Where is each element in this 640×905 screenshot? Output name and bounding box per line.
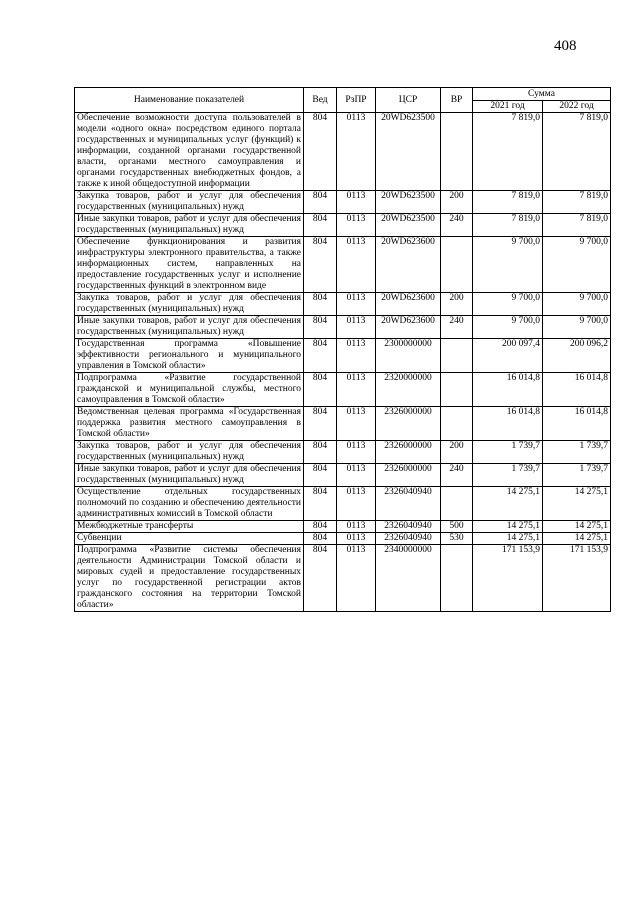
row-sum-2022: 14 275,1	[543, 521, 611, 533]
row-vr: 500	[441, 521, 473, 533]
row-name: Ведомственная целевая программа «Государственная поддержка развития местного самоуправления в Томской области»	[75, 407, 304, 441]
row-vr: 530	[441, 533, 473, 545]
row-vr	[441, 237, 473, 293]
row-name: Иные закупки товаров, работ и услуг для обеспечения государственных (муниципальных) нужд	[75, 464, 304, 487]
row-ved: 804	[304, 521, 337, 533]
row-csr: 2340000000	[376, 545, 441, 612]
row-sum-2021: 9 700,0	[473, 237, 543, 293]
row-sum-2021: 14 275,1	[473, 533, 543, 545]
row-rzpr: 0113	[337, 113, 376, 191]
row-csr: 20WD623500	[376, 113, 441, 191]
row-sum-2021: 14 275,1	[473, 521, 543, 533]
row-name: Закупка товаров, работ и услуг для обеспечения государственных (муниципальных) нужд	[75, 293, 304, 316]
table-row	[75, 113, 611, 191]
header-name: Наименование показателей	[75, 88, 304, 113]
row-ved: 804	[304, 487, 337, 521]
row-ved: 804	[304, 545, 337, 612]
row-ved: 804	[304, 407, 337, 441]
table-row	[75, 533, 611, 545]
row-ved: 804	[304, 293, 337, 316]
row-rzpr: 0113	[337, 487, 376, 521]
row-rzpr: 0113	[337, 441, 376, 464]
row-rzpr: 0113	[337, 214, 376, 237]
row-sum-2021: 1 739,7	[473, 464, 543, 487]
row-csr: 2326000000	[376, 407, 441, 441]
row-vr	[441, 113, 473, 191]
row-name: Обеспечение возможности доступа пользователей в модели «одного окна» посредством единого портала государственных и муниципальных услуг (функций) к информации, созданной органами государственной власти, органами местного самоуправления и органами государственных внебюджетных фондов, а также к иной общедоступной информации	[75, 113, 304, 191]
row-ved: 804	[304, 533, 337, 545]
row-ved: 804	[304, 237, 337, 293]
header-ved: Вед	[304, 88, 337, 113]
row-sum-2021: 7 819,0	[473, 191, 543, 214]
row-rzpr: 0113	[337, 191, 376, 214]
row-sum-2021: 9 700,0	[473, 293, 543, 316]
row-sum-2022: 9 700,0	[543, 293, 611, 316]
row-name: Обеспечение функционирования и развития инфраструктуры электронного правительства, а также информационных систем, направленных на предоставление государственных услуг и исполнение государственных функций в электронном виде	[75, 237, 304, 293]
row-rzpr: 0113	[337, 545, 376, 612]
row-ved: 804	[304, 373, 337, 407]
row-sum-2022: 1 739,7	[543, 464, 611, 487]
budget-table	[74, 87, 611, 612]
row-sum-2022: 14 275,1	[543, 533, 611, 545]
row-vr: 240	[441, 316, 473, 339]
row-sum-2021: 16 014,8	[473, 373, 543, 407]
row-rzpr: 0113	[337, 237, 376, 293]
header-sum: Сумма	[473, 88, 611, 101]
row-vr	[441, 545, 473, 612]
row-csr: 2326000000	[376, 441, 441, 464]
table-row	[75, 464, 611, 487]
row-name: Закупка товаров, работ и услуг для обеспечения государственных (муниципальных) нужд	[75, 441, 304, 464]
row-rzpr: 0113	[337, 373, 376, 407]
header-year-2021: 2021 год	[473, 101, 543, 113]
row-csr: 2300000000	[376, 339, 441, 373]
row-sum-2022: 16 014,8	[543, 373, 611, 407]
row-name: Подпрограмма «Развитие государственной гражданской и муниципальной службы, местного самоуправления в Томской области»	[75, 373, 304, 407]
header-vr: ВР	[441, 88, 473, 113]
row-vr: 240	[441, 464, 473, 487]
row-name: Межбюджетные трансферты	[75, 521, 304, 533]
row-ved: 804	[304, 316, 337, 339]
page-number: 408	[554, 38, 577, 54]
row-sum-2021: 7 819,0	[473, 113, 543, 191]
row-name: Государственная программа «Повышение эффективности регионального и муниципального управления в Томской области»	[75, 339, 304, 373]
row-ved: 804	[304, 113, 337, 191]
row-sum-2022: 1 739,7	[543, 441, 611, 464]
row-sum-2022: 200 096,2	[543, 339, 611, 373]
row-ved: 804	[304, 441, 337, 464]
table-row	[75, 237, 611, 293]
table-row	[75, 521, 611, 533]
table-row	[75, 407, 611, 441]
table-row	[75, 339, 611, 373]
table-row	[75, 545, 611, 612]
row-rzpr: 0113	[337, 407, 376, 441]
row-csr: 20WD623600	[376, 293, 441, 316]
table-row	[75, 316, 611, 339]
row-csr: 2326000000	[376, 464, 441, 487]
row-rzpr: 0113	[337, 533, 376, 545]
row-vr: 240	[441, 214, 473, 237]
table-row	[75, 441, 611, 464]
row-ved: 804	[304, 464, 337, 487]
row-rzpr: 0113	[337, 521, 376, 533]
table-row	[75, 293, 611, 316]
row-ved: 804	[304, 191, 337, 214]
row-csr: 20WD623600	[376, 316, 441, 339]
row-ved: 804	[304, 339, 337, 373]
row-sum-2022: 16 014,8	[543, 407, 611, 441]
row-ved: 804	[304, 214, 337, 237]
row-name: Иные закупки товаров, работ и услуг для обеспечения государственных (муниципальных) нужд	[75, 214, 304, 237]
row-sum-2021: 1 739,7	[473, 441, 543, 464]
row-vr: 200	[441, 191, 473, 214]
row-csr: 2326040940	[376, 521, 441, 533]
row-rzpr: 0113	[337, 293, 376, 316]
header-year-2022: 2022 год	[543, 101, 611, 113]
header-csr: ЦСР	[376, 88, 441, 113]
row-csr: 2320000000	[376, 373, 441, 407]
row-sum-2022: 9 700,0	[543, 316, 611, 339]
table-row	[75, 191, 611, 214]
row-name: Субвенции	[75, 533, 304, 545]
row-sum-2021: 14 275,1	[473, 487, 543, 521]
row-csr: 2326040940	[376, 533, 441, 545]
row-vr	[441, 407, 473, 441]
row-sum-2021: 200 097,4	[473, 339, 543, 373]
row-csr: 20WD623500	[376, 191, 441, 214]
row-sum-2022: 9 700,0	[543, 237, 611, 293]
row-name: Иные закупки товаров, работ и услуг для обеспечения государственных (муниципальных) нужд	[75, 316, 304, 339]
header-rzpr: РзПР	[337, 88, 376, 113]
row-sum-2021: 9 700,0	[473, 316, 543, 339]
row-sum-2021: 7 819,0	[473, 214, 543, 237]
row-rzpr: 0113	[337, 339, 376, 373]
row-csr: 2326040940	[376, 487, 441, 521]
table-row	[75, 214, 611, 237]
row-name: Закупка товаров, работ и услуг для обеспечения государственных (муниципальных) нужд	[75, 191, 304, 214]
row-sum-2022: 14 275,1	[543, 487, 611, 521]
row-csr: 20WD623500	[376, 214, 441, 237]
row-vr	[441, 339, 473, 373]
row-vr	[441, 487, 473, 521]
row-sum-2022: 7 819,0	[543, 191, 611, 214]
row-sum-2021: 16 014,8	[473, 407, 543, 441]
row-name: Осуществление отдельных государственных полномочий по созданию и обеспечению деятельности административных комиссий в Томской области	[75, 487, 304, 521]
table-row	[75, 487, 611, 521]
row-csr: 20WD623600	[376, 237, 441, 293]
row-rzpr: 0113	[337, 316, 376, 339]
row-sum-2022: 7 819,0	[543, 113, 611, 191]
row-sum-2022: 171 153,9	[543, 545, 611, 612]
row-sum-2021: 171 153,9	[473, 545, 543, 612]
header-row	[75, 88, 611, 101]
row-rzpr: 0113	[337, 464, 376, 487]
row-name: Подпрограмма «Развитие системы обеспечения деятельности Администрации Томской области и мировых судей и предоставление государственных услуг по государственной регистрации актов гражданского состояния на территории Томской области»	[75, 545, 304, 612]
row-vr: 200	[441, 293, 473, 316]
row-vr: 200	[441, 441, 473, 464]
row-vr	[441, 373, 473, 407]
table-row	[75, 373, 611, 407]
row-sum-2022: 7 819,0	[543, 214, 611, 237]
